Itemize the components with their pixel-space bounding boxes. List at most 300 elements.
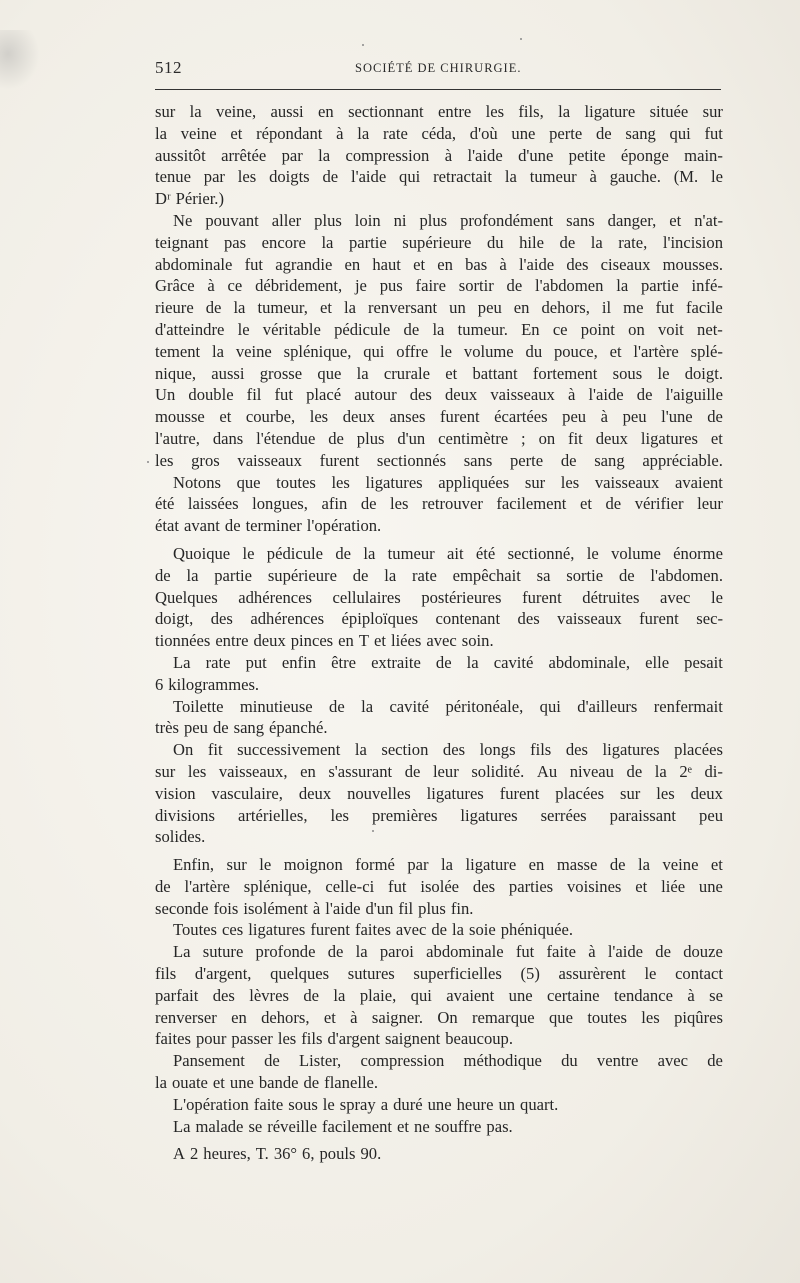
word: très [155,718,179,738]
word: renfermait [653,696,723,716]
word: l'opération. [306,516,382,536]
word: En [521,319,540,339]
word: fils [301,1029,323,1049]
word: de [595,123,612,143]
word: entre [215,631,249,651]
word: doigts [269,167,310,187]
word: l'aide [467,145,503,165]
word: été [155,494,175,514]
text-line [155,1143,723,1165]
word: courbe, [245,407,296,427]
word: de [609,855,626,875]
word: épanché. [269,718,328,738]
word: vérifier [634,494,684,514]
word: de [560,450,577,470]
word: gros [191,450,220,470]
word: et [669,210,682,230]
word: gauche. [609,167,661,187]
word: en [231,1007,247,1027]
word: la [504,167,517,187]
word: enfin [281,652,316,672]
text-line [155,826,723,848]
word: la [466,652,479,672]
word: encore [261,232,306,252]
word: artérielles, [237,805,308,825]
word: nique, [155,363,197,383]
word: tumeur [387,543,435,563]
word: sous [612,363,643,383]
word: véritable [262,319,321,339]
text-line [155,805,723,827]
body-text [155,101,723,1165]
word: de [322,167,339,187]
word: pus [379,276,403,296]
word: plus [419,210,448,230]
word: niveau [569,761,614,781]
running-head: SOCIÉTÉ DE CHIRURGIE. [355,61,522,75]
word: avec [395,920,427,940]
word: par [203,167,225,187]
word: ait [447,543,464,563]
word: le [644,964,657,984]
word: deux [595,428,628,448]
word: de [155,876,171,896]
word: de [224,516,241,536]
word: mousses. [662,254,723,274]
word: méthodique [463,1051,542,1071]
word: ligatures [426,783,484,803]
word: T [358,631,369,651]
text-line [155,341,723,363]
word: à [567,385,576,405]
text-line [155,319,723,341]
word: la [344,298,356,318]
word: la [186,565,199,585]
word: qui [539,696,561,716]
word: aussitôt [155,145,206,165]
word: d'atteindre [155,319,225,339]
word: aussi [270,102,304,121]
word: du [525,341,543,361]
word: faite [253,1094,284,1114]
word: dans [212,428,244,448]
word: veine [235,341,272,361]
text-line [155,275,723,297]
word: paraissant [609,805,677,825]
word: sectionnés [376,450,447,470]
word: le [259,855,272,875]
word: toutes [587,1007,627,1027]
word: des [210,609,233,629]
word: ligatures [640,428,698,448]
word: contact [675,964,723,984]
word: ce [227,276,243,296]
word: deux [298,783,332,803]
word: tenue [155,167,191,187]
word: faites [155,1029,191,1049]
word: avec [426,631,457,651]
word: aller [271,210,302,230]
word: à [687,985,695,1005]
word: offre [396,341,429,361]
word: des [472,876,496,896]
word: section [381,740,429,760]
word: pinces [290,631,334,651]
word: T. [255,1144,269,1164]
word: abdominale [155,254,233,274]
word: celle-ci [325,876,375,896]
word: masse [556,855,598,875]
text-line [155,363,723,385]
word: pouls [319,1144,356,1164]
word: voisines [567,876,622,896]
word: une [698,876,723,896]
word: tumeur. [457,319,508,339]
text-line [155,428,723,450]
text-line [155,493,723,515]
word: volume [611,543,661,563]
word: l'abdomen [535,276,604,296]
word: et [413,254,426,274]
word: Périer.) [175,189,224,209]
word: en [344,254,361,274]
text-line [155,854,723,876]
text-line [155,985,723,1007]
word: d'un [397,428,426,448]
word: pour [195,1029,227,1049]
word: compression [345,145,430,165]
word: épiploïques [341,609,419,629]
word: et [219,407,232,427]
text-line [155,1028,723,1050]
word: sec- [696,609,723,629]
text-line [155,472,723,494]
word: fut [704,123,723,143]
word: du [561,1051,578,1071]
scan-smudge [0,30,40,90]
word: de [360,494,377,514]
word: appréciable. [642,450,723,470]
word: de [655,942,671,962]
word: il [601,298,612,318]
word: fils [530,740,552,760]
word: pouce, [553,341,598,361]
word: postérieures [421,587,502,607]
word: voit [657,319,684,339]
word: splénique, [243,876,312,896]
word: facile [685,298,723,318]
word: de [303,985,319,1005]
word: rate, [618,232,648,252]
word: à [312,898,321,918]
word: facilement [496,494,567,514]
word: me [623,298,644,318]
word: à [207,276,215,296]
word: tumeur, [257,298,308,318]
word: d'un [365,898,394,918]
word: plus [418,898,446,918]
text-line [155,587,723,609]
word: perte [549,123,583,143]
word: double [188,385,234,405]
word: facilement [322,1116,393,1136]
word: ne [414,1116,430,1136]
word: l'artère [184,876,230,896]
word: soin. [461,631,494,651]
word: placées [555,783,605,803]
word: en [437,254,453,274]
scan-speck [147,461,149,463]
word: ligatures [248,920,306,940]
word: éponge [620,145,669,165]
word: par [281,145,303,165]
word: cavité [493,652,534,672]
word: tendance [613,985,673,1005]
word: vision [155,783,196,803]
word: pesait [684,652,723,672]
word: 2ᵉ [679,761,692,781]
word: sang [625,123,656,143]
word: tumeur [529,167,577,187]
word: la [155,1073,167,1093]
word: un [498,1094,516,1114]
word: 6, [302,1144,315,1164]
word: d'ailleurs [577,696,638,716]
word: de [559,232,576,252]
text-line [155,232,723,254]
word: énorme [673,543,723,563]
word: une [508,985,533,1005]
word: des [409,385,432,405]
word: tionnées [155,631,211,651]
word: rate [205,652,231,672]
word: retrouver [422,494,483,514]
text-line [155,1094,723,1116]
text-line [155,123,723,145]
word: ciseaux [600,254,651,274]
word: le [322,1094,335,1114]
word: peu [477,298,502,318]
word: s'assurant [328,761,393,781]
word: partie [348,232,387,252]
word: l'artère [633,341,679,361]
word: la [356,363,369,383]
word: grosse [259,363,303,383]
word: à [499,254,507,274]
word: fil [246,385,262,405]
word: le [710,587,723,607]
word: placées [674,740,723,760]
word: état [155,516,179,536]
word: autour [354,385,397,405]
word: péritonéale, [445,696,524,716]
word: ventre [596,1051,639,1071]
word: L'opération [173,1094,249,1114]
word: sur [226,855,247,875]
word: abdominale, [548,652,631,672]
word: rieure [155,298,194,318]
word: net- [697,319,723,339]
word: a [380,1094,389,1114]
word: sur [620,783,641,803]
word: de [303,1073,320,1093]
word: l'aiguille [665,385,723,405]
word: heures, [203,1144,251,1164]
word: sur [155,761,176,781]
word: laissées [187,494,239,514]
word: passer [231,1029,273,1049]
scan-speck [372,830,374,832]
word: fin. [450,898,474,918]
word: vasculaire, [211,783,283,803]
word: sans [463,450,493,470]
word: je [354,276,367,296]
word: (5) [520,964,540,984]
word: phéniquée. [500,920,574,940]
word: la [318,145,331,165]
word: à [350,1007,358,1027]
word: lèvres [249,985,289,1005]
word: vaisseaux [594,472,660,492]
word: longues, [252,494,308,514]
word: de [335,543,352,563]
word: pédicule [266,543,324,563]
word: faites [354,920,391,940]
word: de [506,276,523,296]
word: qui [363,341,385,361]
word: vaisseaux [237,450,302,470]
text-line [155,297,723,319]
word: Un [155,385,176,405]
text-line [155,1072,723,1094]
word: partie [640,276,679,296]
word: di- [704,761,723,781]
word: l'abdomen. [650,565,723,585]
word: extraite [371,652,421,672]
word: avant [183,516,220,536]
word: Enfin, [173,855,215,875]
word: furent [522,587,562,607]
word: pouvant [205,210,259,230]
word: fils [155,964,177,984]
word: peu [699,805,723,825]
word: d'une [518,145,554,165]
word: la [155,123,167,143]
word: la [357,123,370,143]
word: ni [393,210,407,230]
word: fut [388,876,407,896]
word: avaient [674,472,723,492]
word: profondément [460,210,554,230]
scan-speck [362,44,364,46]
word: et [445,363,458,383]
word: premières [371,805,438,825]
word: duré [393,1094,423,1114]
word: furent [319,450,360,470]
word: appliquées [438,472,510,492]
word: peu [622,407,647,427]
word: de [707,407,723,427]
text-line [155,919,723,941]
text-line [155,210,723,232]
word: avec [660,587,691,607]
word: solidité. [471,761,525,781]
word: sortie [566,565,604,585]
text-line [155,876,723,898]
word: les [277,1029,297,1049]
word: fortement [532,363,598,383]
word: furent [440,407,480,427]
word: seconde [155,898,209,918]
word: dehors, [261,1007,310,1027]
word: vaisseaux [490,385,555,405]
word: la [590,232,603,252]
word: des [212,985,235,1005]
word: adhérences [238,587,312,607]
word: centimètre [438,428,509,448]
word: formé [355,855,395,875]
word: faite [546,942,576,962]
word: sectionnant [348,102,424,121]
word: serrées [540,805,587,825]
word: les [656,783,675,803]
word: rate [411,565,437,585]
word: les [330,805,349,825]
word: profonde [255,942,316,962]
word: et [579,494,592,514]
word: quart. [520,1094,559,1114]
word: n'at- [694,210,723,230]
word: On [437,1007,458,1027]
word: avaient [446,985,495,1005]
word: et [373,631,386,651]
word: furent [310,920,350,940]
word: l'étendue [256,428,316,448]
word: la [212,341,224,361]
word: sutures [347,964,395,984]
word: parfait [155,985,199,1005]
text-line [155,630,723,652]
word: le [710,167,723,187]
word: la [558,102,571,121]
word: et [323,1007,336,1027]
word: haut [372,254,401,274]
word: pas. [486,1116,513,1136]
scan-speck [520,38,522,40]
word: doigt. [684,363,723,383]
word: été [475,543,496,563]
word: ; [521,428,526,448]
word: remarque [472,1007,535,1027]
word: sur [155,102,176,121]
word: fit [207,740,223,760]
word: de [431,920,447,940]
text-line [155,565,723,587]
word: et [212,1073,225,1093]
word: à [444,145,453,165]
word: pas [224,232,247,252]
word: La [173,942,191,962]
word: furent [639,609,679,629]
word: qui [399,167,421,187]
word: le [440,341,453,361]
word: la [452,920,464,940]
text-line [155,145,723,167]
word: douze [683,942,723,962]
word: fils, [518,102,544,121]
word: de [328,428,344,448]
word: et [397,1116,410,1136]
